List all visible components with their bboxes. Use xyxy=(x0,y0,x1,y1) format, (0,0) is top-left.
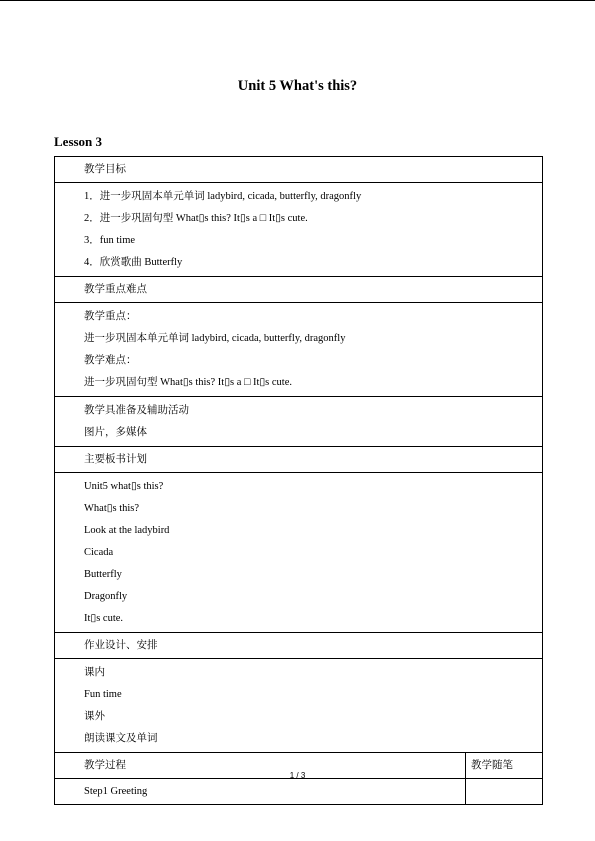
page-number: 1 / 3 xyxy=(289,771,306,780)
objectives-content-row xyxy=(55,183,543,277)
lesson-heading: Lesson 3 xyxy=(54,134,103,149)
homework-line: 朗读课文及单词 xyxy=(84,733,158,744)
materials-cell xyxy=(55,397,543,447)
board-header-cell xyxy=(55,447,543,473)
key-points-header: 教学重点难点 xyxy=(84,284,147,295)
board-line: It▯s cute. xyxy=(84,613,124,624)
homework-line: 课外 xyxy=(84,711,105,722)
objectives-content-cell xyxy=(55,183,543,277)
board-header: 主要板书计划 xyxy=(84,454,147,465)
board-line: Cicada xyxy=(84,547,114,558)
board-line: Dragonfly xyxy=(84,591,128,602)
objectives-header: 教学目标 xyxy=(84,164,126,175)
objective-item: 3．fun time xyxy=(84,235,136,246)
homework-content-row xyxy=(55,659,543,753)
board-line: Look at the ladybird xyxy=(84,525,170,536)
objectives-header-cell xyxy=(55,157,543,183)
board-content-row xyxy=(55,473,543,633)
objective-item: 4．欣赏歌曲 Butterfly xyxy=(84,257,183,268)
key-points-header-row xyxy=(55,277,543,303)
process-content-cell xyxy=(55,779,466,805)
board-line: Unit5 what▯s this? xyxy=(84,481,164,492)
top-border-line xyxy=(0,0,595,1)
homework-line: Fun time xyxy=(84,689,122,700)
board-header-row xyxy=(55,447,543,473)
materials-header: 教学具准备及辅助活动 xyxy=(84,405,189,416)
key-points-line: 进一步巩固本单元单词 ladybird, cicada, butterfly, dragonfly xyxy=(84,333,346,344)
lesson-plan-table xyxy=(54,156,543,805)
homework-header-cell xyxy=(55,633,543,659)
process-step: Step1 Greeting xyxy=(84,786,148,797)
homework-content-cell xyxy=(55,659,543,753)
objective-item: 1．进一步巩固本单元单词 ladybird, cicada, butterfly, dragonfly xyxy=(84,191,362,202)
materials-row xyxy=(55,397,543,447)
board-line: What▯s this? xyxy=(84,503,140,514)
key-points-content-row xyxy=(55,303,543,397)
key-points-line: 教学难点： xyxy=(84,355,137,366)
key-points-line: 教学重点： xyxy=(84,311,137,322)
objectives-header-row xyxy=(55,157,543,183)
key-points-line: 进一步巩固句型 What▯s this? It▯s a □ It▯s cute. xyxy=(84,377,292,388)
board-line: Butterfly xyxy=(84,569,122,580)
homework-header-row xyxy=(55,633,543,659)
process-content-row xyxy=(55,779,543,805)
document-title: Unit 5 What's this? xyxy=(237,78,358,94)
key-points-header-cell xyxy=(55,277,543,303)
board-content-cell xyxy=(55,473,543,633)
key-points-content-cell xyxy=(55,303,543,397)
materials-line: 图片，多媒体 xyxy=(84,427,147,438)
notes-header: 教学随笔 xyxy=(471,760,513,771)
homework-line: 课内 xyxy=(84,667,105,678)
objective-item: 2．进一步巩固句型 What▯s this? It▯s a □ It▯s cute. xyxy=(84,213,308,224)
process-header: 教学过程 xyxy=(84,760,126,771)
notes-content-cell xyxy=(466,779,543,805)
homework-header: 作业设计、安排 xyxy=(84,640,158,651)
